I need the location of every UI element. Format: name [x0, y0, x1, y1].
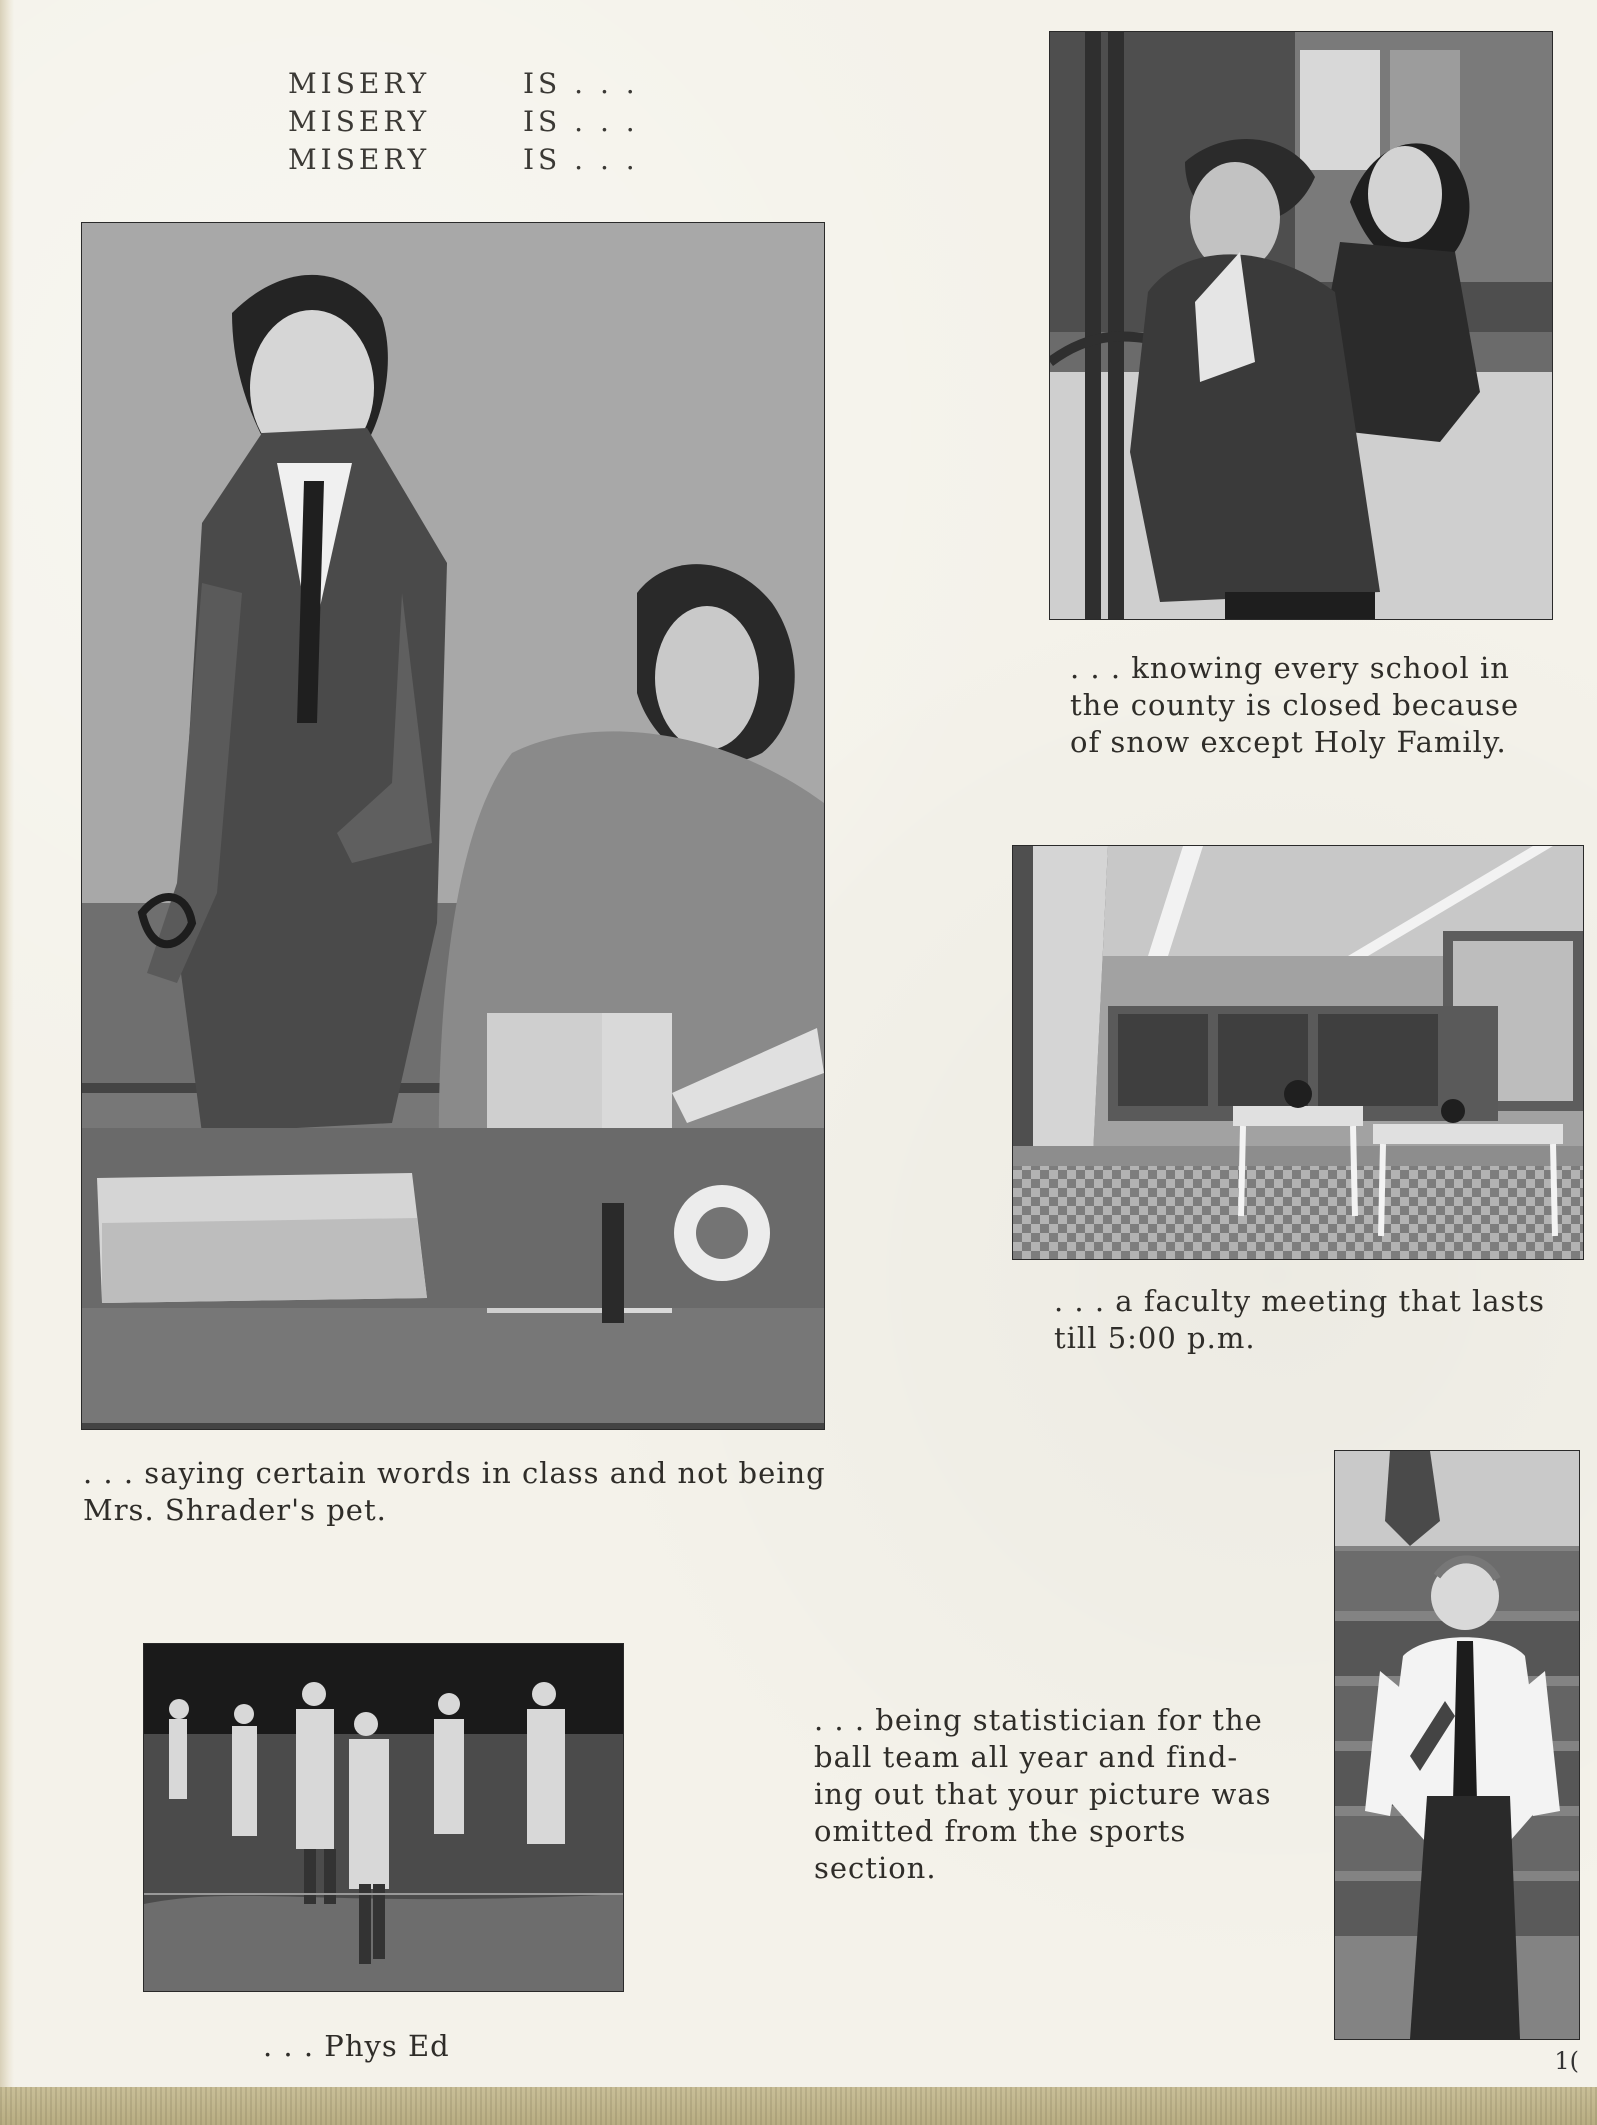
- snow-caption: [1070, 650, 1580, 761]
- header-word: MISERY: [288, 105, 431, 138]
- header-verb: IS . . .: [523, 105, 639, 138]
- header-word: MISERY: [288, 143, 431, 176]
- snow-caption-line: of snow except Holy Family.: [1070, 725, 1507, 759]
- snow-photo: [1049, 31, 1553, 620]
- page-number: 1(: [1554, 2047, 1579, 2075]
- statistician-caption-line: omitted from the sports: [814, 1814, 1187, 1848]
- phys-ed-photo: [143, 1643, 624, 1992]
- statistician-caption-line: . . . being statistician for the: [814, 1703, 1263, 1737]
- faculty-caption-line: till 5:00 p.m.: [1054, 1321, 1256, 1355]
- statistician-caption-line: ing out that your picture was: [814, 1777, 1272, 1811]
- statistician-caption-line: ball team all year and find-: [814, 1740, 1239, 1774]
- faculty-caption-line: . . . a faculty meeting that lasts: [1054, 1284, 1545, 1318]
- header-line-2: [288, 103, 648, 141]
- bottom-binding-strip: [0, 2087, 1597, 2125]
- statistician-caption-line: section.: [814, 1851, 937, 1885]
- statistician-photo: [1334, 1450, 1580, 2040]
- header-line-1: [288, 65, 648, 103]
- paper-left-edge: [0, 0, 14, 2125]
- faculty-caption: [1054, 1283, 1594, 1357]
- phys-ed-caption: . . . Phys Ed: [263, 2029, 450, 2063]
- snow-caption-line: the county is closed because: [1070, 688, 1520, 722]
- snow-caption-line: . . . knowing every school in: [1070, 651, 1510, 685]
- library-photo: [1012, 845, 1584, 1260]
- header-verb: IS . . .: [523, 67, 639, 100]
- header-verb: IS . . .: [523, 143, 639, 176]
- words-in-class-caption-line: Mrs. Shrader's pet.: [83, 1493, 387, 1527]
- header-word: MISERY: [288, 67, 431, 100]
- words-in-class-caption-line: . . . saying certain words in class and not being: [83, 1456, 826, 1490]
- header-line-3: [288, 141, 648, 179]
- words-in-class-caption: [83, 1455, 913, 1529]
- teacher-student-photo: [81, 222, 825, 1430]
- misery-header: [288, 65, 648, 179]
- statistician-caption: [814, 1702, 1294, 1887]
